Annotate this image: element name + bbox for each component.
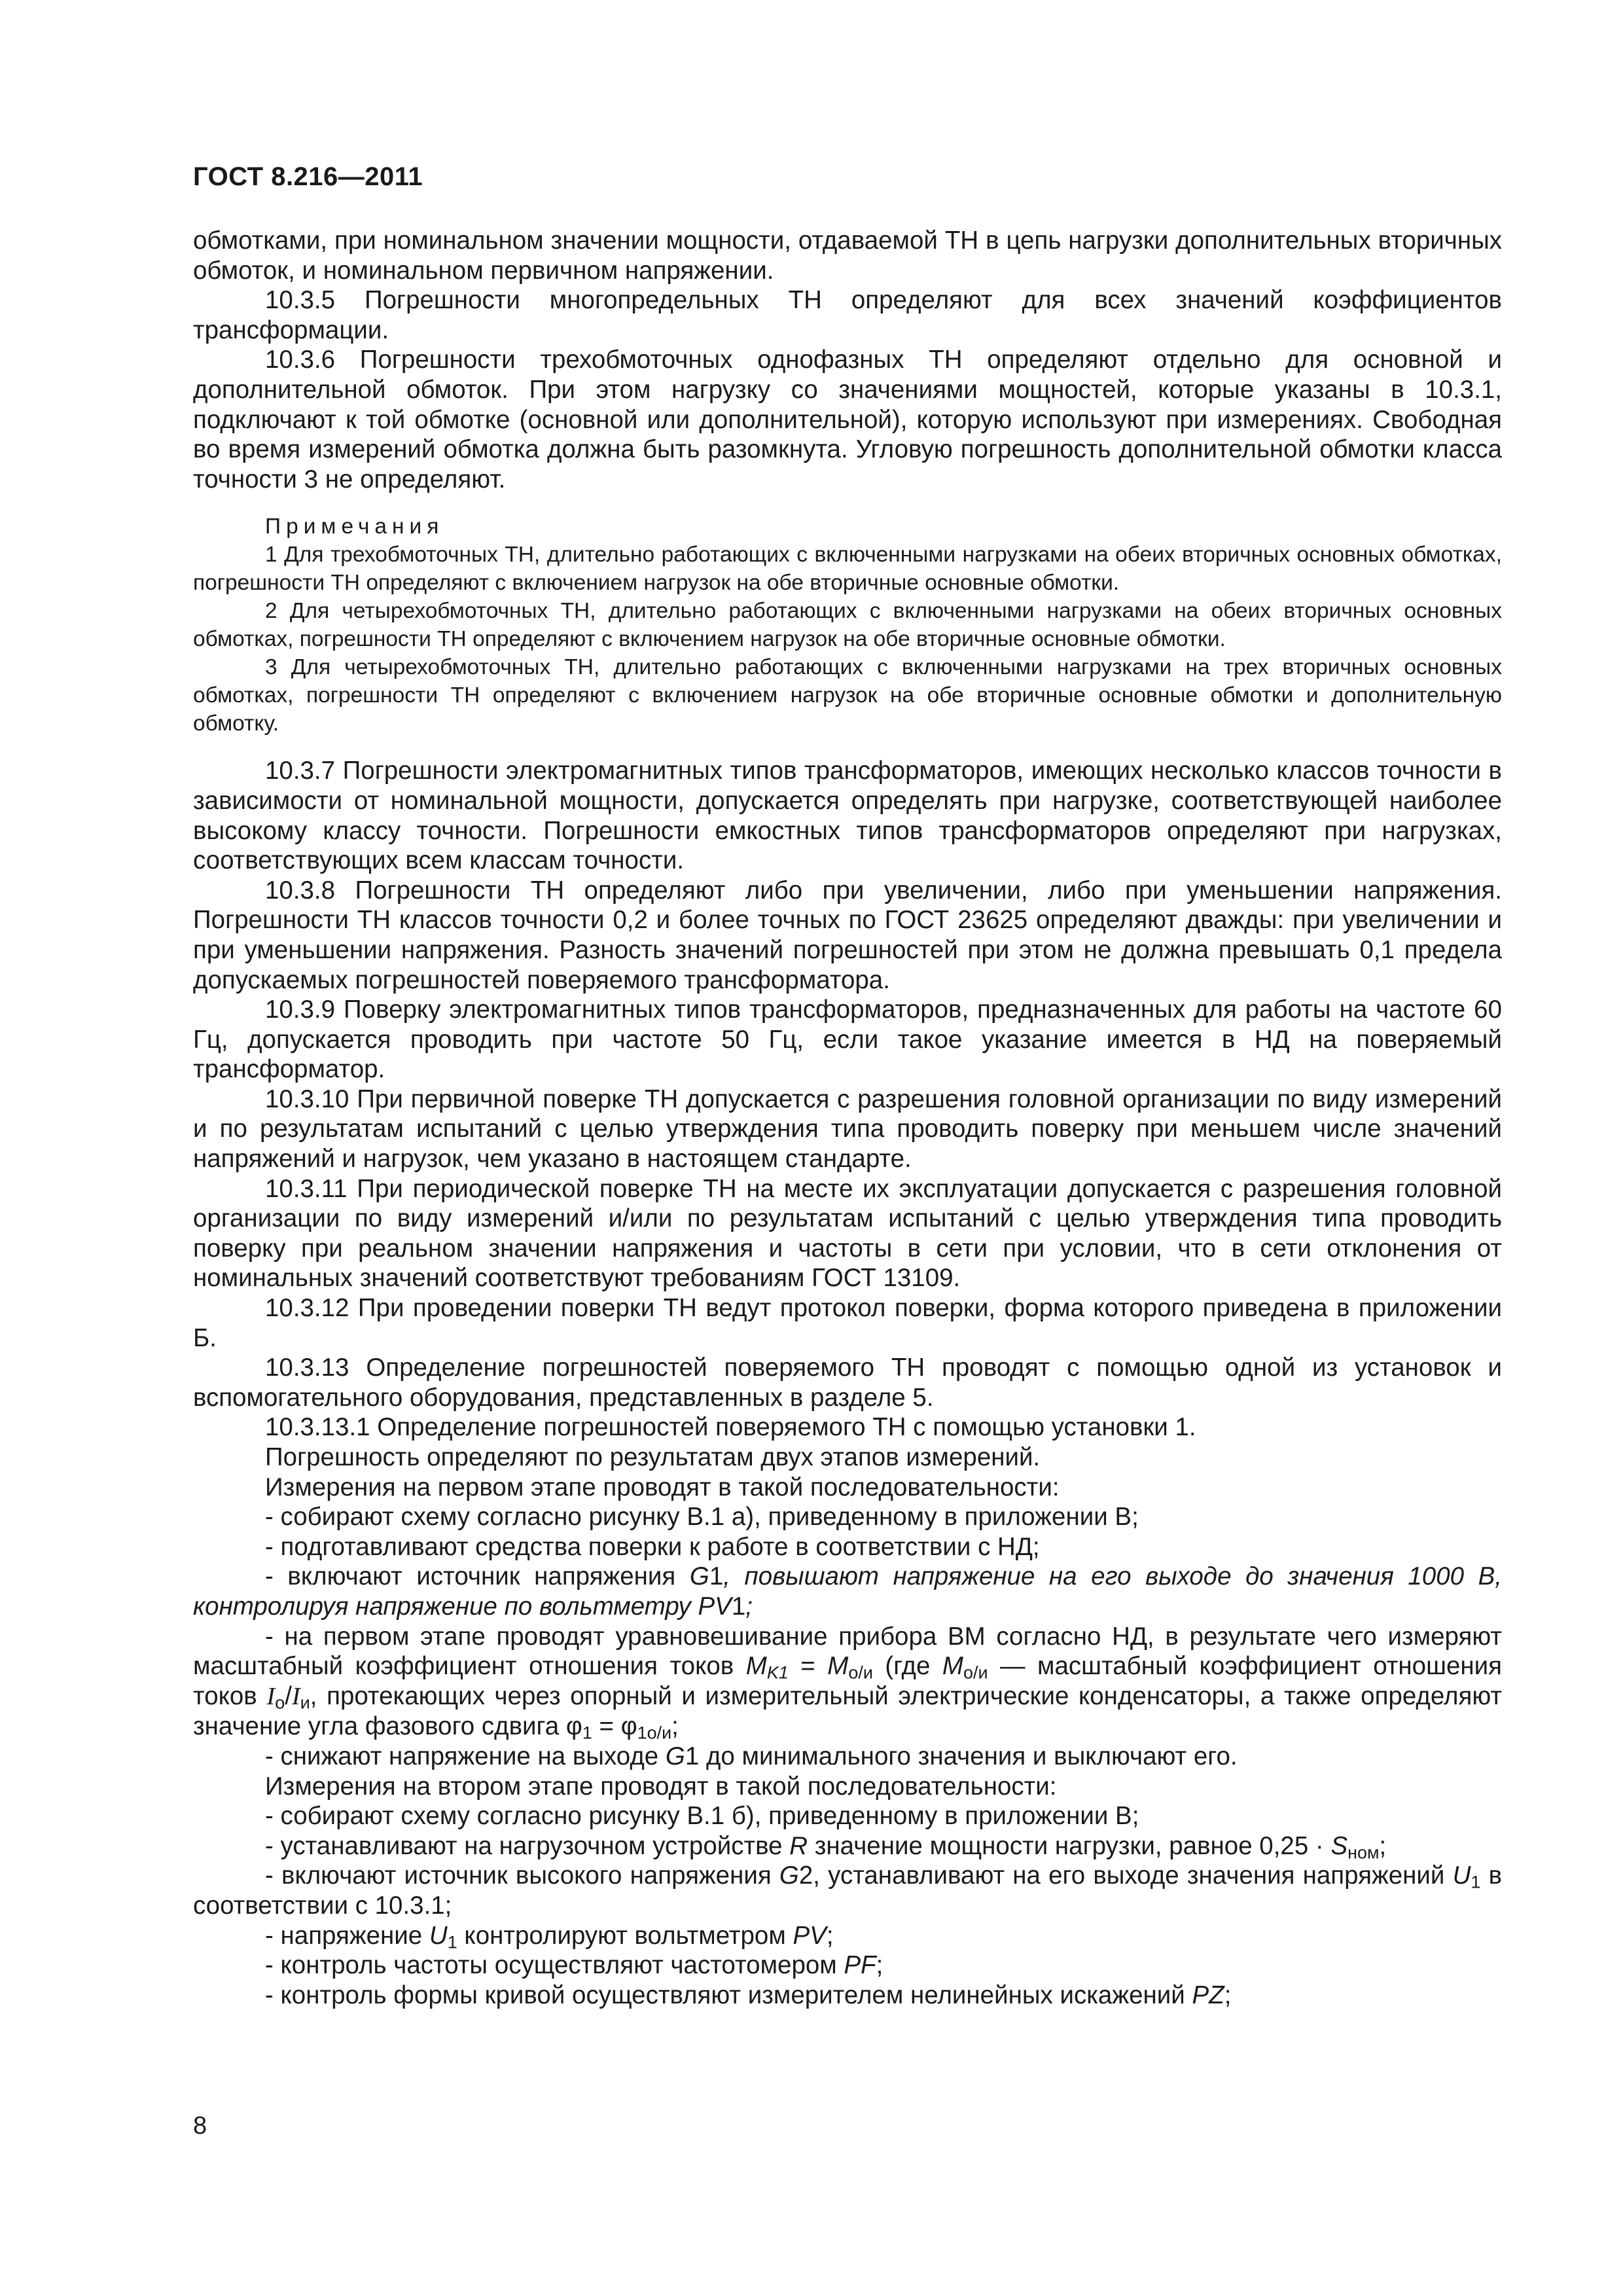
- paragraph-10-3-9: 10.3.9 Поверку электромагнитных типов трансформаторов, предназначенных для работы на частоте 60 Гц, допускается проводить при частоте 50 Гц, если такое указание имеется в НД на поверяемый трансформатор.: [193, 996, 1502, 1084]
- paragraph-continuation: обмотками, при номинальном значении мощности, отдаваемой ТН в цепь нагрузки дополнительных вторичных обмоток, и номинальном первичном напряжении.: [193, 226, 1502, 285]
- paragraph-10-3-10: 10.3.10 При первичной поверке ТН допускается с разрешения головной организации по виду измерений и по результатам испытаний с целью утверждения типа проводить поверку при меньшем числе значений напряжений и нагрузок, чем указано в настоящем стандарте.: [193, 1085, 1502, 1174]
- list-item-stage2-c: - включают источник высокого напряжения G2, устанавливают на его выходе значения напряжений $U_1$ в соответствии с 10.3.1;: [193, 1861, 1503, 1920]
- notes-block: [193, 512, 1502, 738]
- line-stage1-intro: Измерения на первом этапе проводят в такой последовательности:: [265, 1473, 1060, 1501]
- list-item-stage1-c: - включают источник напряжения G1, повышают напряжение на его выходе до значения 1000 В, контролируя напряжение по вольтметру PV1;: [193, 1562, 1502, 1621]
- list-item-stage1-e: - снижают напряжение на выходе G1 до минимального значения и выключают его.: [265, 1742, 1238, 1770]
- list-item-stage2-b: - устанавливают на нагрузочном устройстве R значение мощности нагрузки, равное $0,25 \cdot S_{ном}$;: [265, 1831, 1387, 1863]
- notes-title: Примечания: [265, 514, 444, 539]
- paragraph-10-3-12: 10.3.12 При проведении поверки ТН ведут протокол поверки, форма которого приведена в приложении Б.: [193, 1294, 1502, 1352]
- list-item-stage2-a: - собирают схему согласно рисунку В.1 б), приведенному в приложении В;: [265, 1802, 1139, 1831]
- page-header-doc-code: ГОСТ 8.216—2011: [193, 162, 423, 191]
- note-3: 3 Для четырехобмоточных ТН, длительно работающих с включенными нагрузками на трех вторичных основных обмотках, погрешности ТН определяют с включением нагрузок на обе вторичные основные обмотки и дополнительную обмотку.: [193, 655, 1502, 736]
- line-stage2-intro: Измерения на втором этапе проводят в такой последовательности:: [265, 1772, 1057, 1801]
- paragraph-10-3-6: 10.3.6 Погрешности трехобмоточных однофазных ТН определяют отдельно для основной и дополнительной обмоток. При этом нагрузку со значениями мощностей, которые указаны в 10.3.1, подключают к той обмотке (основной или дополнительной), которую используют при измерениях. Свободная во время измерений обмотка должна быть разомкнута. Угловую погрешность дополнительной обмотки класса точности 3 не определяют.: [193, 346, 1502, 493]
- paragraph-10-3-13: 10.3.13 Определение погрешностей поверяемого ТН проводят с помощью одной из установок и вспомогательного оборудования, представленных в разделе 5.: [193, 1354, 1502, 1412]
- paragraph-10-3-8: 10.3.8 Погрешности ТН определяют либо при увеличении, либо при уменьшении напряжения. Погрешности ТН классов точности 0,2 и более точных по ГОСТ 23625 определяют дважды: при увеличении и при уменьшении напряжения. Разность значений погрешностей при этом не должна превышать 0,1 предела допускаемых погрешностей поверяемого трансформатора.: [193, 876, 1502, 994]
- paragraph-10-3-13-1: 10.3.13.1 Определение погрешностей поверяемого ТН с помощью установки 1.: [265, 1413, 1196, 1442]
- list-item-stage2-f: - контроль формы кривой осуществляют измерителем нелинейных искажений PZ;: [265, 1981, 1232, 2009]
- page-number: 8: [193, 2112, 207, 2140]
- paragraph-10-3-11: 10.3.11 При периодической поверке ТН на месте их эксплуатации допускается с разрешения головной организации по виду измерений и/или по результатам испытаний с целью утверждения типа проводить поверку при реальном значении напряжения и частоты в сети при условии, что в сети отклонения от номинальных значений соответствуют требованиям ГОСТ 13109.: [193, 1174, 1502, 1293]
- paragraph-10-3-5: 10.3.5 Погрешности многопредельных ТН определяют для всех значений коэффициентов трансформации.: [193, 286, 1502, 344]
- line-two-stages: Погрешность определяют по результатам двух этапов измерений.: [265, 1443, 1041, 1471]
- body-text: [193, 226, 1502, 2010]
- list-item-stage1-a: - собирают схему согласно рисунку В.1 а), приведенному в приложении В;: [265, 1503, 1139, 1532]
- note-1: 1 Для трехобмоточных ТН, длительно работающих с включенными нагрузками на обеих вторичных основных обмотках, погрешности ТН определяют с включением нагрузок на обе вторичные основные обмотки.: [193, 543, 1502, 596]
- list-item-stage1-b: - подготавливают средства поверки к работе в соответствии с НД;: [265, 1532, 1040, 1561]
- list-item-stage1-d: - на первом этапе проводят уравновешивание прибора ВМ согласно НД, в результате чего измеряют масштабный коэффициент отношения токов $M_{K1} = M_{о/и}$ (где $M_{о/и}$ — масштабный коэффициент отношения токов $I_о/I_и$, протекающих через опорный и измерительный электрические конденсаторы, а также определяют значение угла фазового сдвига $\varphi_1 = \varphi_{1о/и}$;: [193, 1622, 1502, 1744]
- note-2: 2 Для четырехобмоточных ТН, длительно работающих с включенными нагрузками на обеих вторичных основных обмотках, погрешности ТН определяют с включением нагрузок на обе вторичные основные обмотки.: [193, 599, 1502, 652]
- list-item-stage2-d: - напряжение $U_1$ контролируют вольтметром PV;: [265, 1921, 834, 1952]
- list-item-stage2-e: - контроль частоты осуществляют частотомером PF;: [265, 1951, 883, 1980]
- paragraph-10-3-7: 10.3.7 Погрешности электромагнитных типов трансформаторов, имеющих несколько классов точности в зависимости от номинальной мощности, допускается определять при нагрузке, соответствующей наиболее высокому классу точности. Погрешности емкостных типов трансформаторов определяют при нагрузках, соответствующих всем классам точности.: [193, 757, 1502, 875]
